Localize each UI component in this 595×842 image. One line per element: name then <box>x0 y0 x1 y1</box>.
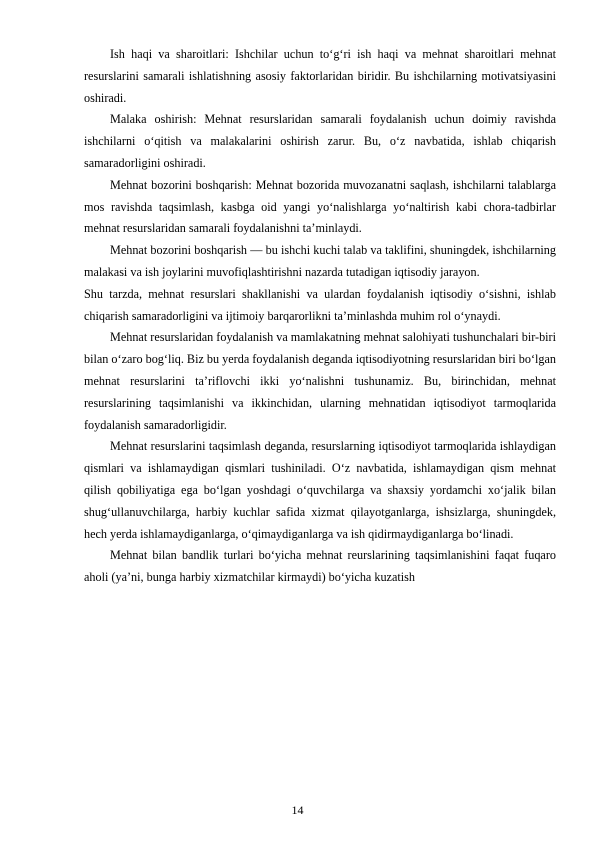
document-body <box>84 44 556 589</box>
paragraph-labor-market-management: Mehnat bozorini boshqarish: Mehnat bozorida muvozanatni saqlash, ishchilarni talablarga mos ravishda taqsimlash, kasbga oid yangi yo‘nalishlarga yo‘naltirish kabi chora-tadbirlar mehnat resurslaridan samarali foydalanishni ta’minlaydi. <box>84 177 556 236</box>
page-number: 14 <box>291 803 304 817</box>
paragraph-conclusion: Shu tarzda, mehnat resurslari shakllanishi va ulardan foydalanish iqtisodiy o‘sishni, ishlab chiqarish samaradorligini va ijtimoiy barqarorlikni ta’minlashda muhim rol o‘ynaydi. <box>84 286 556 323</box>
paragraph-employment-types: Mehnat bilan bandlik turlari bo‘yicha mehnat reurslarining taqsimlanishini faqat fuqaro aholi (ya’ni, bunga harbiy xizmatchilar kirmaydi) bo‘yicha kuzatish <box>84 548 556 585</box>
paragraph-labor-market-definition: Mehnat bozorini boshqarish — bu ishchi kuchi talab va taklifini, shuningdek, ishchilarning malakasi va ish joylarini muvofiqlashtirishni nazarda tutadigan iqtisodiy jarayon. <box>84 243 556 279</box>
paragraph-distribution: Mehnat resurslarini taqsimlash deganda, resurslarning iqtisodiyot tarmoqlarida ishlaydigan qismlari va ishlamaydigan qismlari tushiniladi. O‘z navbatida, ishlamaydigan qism mehnat qilish qobiliyatiga ega bo‘lgan yoshdagi o‘quvchilarga va shaxsiy yordamchi xo‘jalik bilan shug‘ullanuvchilarga, harbiy kuchlar safida xizmat qilayotganlarga, ishsizlarga, shuningdek, hech yerda ishlamaydiganlarga, o‘qimaydiganlarga va ish qidirmaydiganlarga bo‘linadi. <box>84 439 556 541</box>
paragraph-labor-potential: Mehnat resurslaridan foydalanish va mamlakatning mehnat salohiyati tushunchalari bir-biri bilan o‘zaro bog‘liq. Biz bu yerda foydalanish deganda iqtisodiyotning resurslaridan biri bo‘lgan mehnat resurslarini ta’riflovchi ikki yo‘nalishni tushunamiz. Bu, birinchidan, mehnat resurslarining taqsimlanishi va ikkinchidan, ularning mehnatidan iqtisodiyot tarmoqlarida foydalanish samaradorligidir. <box>84 330 556 432</box>
paragraph-wages: Ish haqi va sharoitlari: Ishchilar uchun to‘g‘ri ish haqi va mehnat sharoitlari mehnat resurslarini samarali ishlatishning asosiy faktorlaridan biridir. Bu ishchilarning motivatsiyasini oshiradi. <box>84 47 556 105</box>
paragraph-qualification: Malaka oshirish: Mehnat resurslaridan samarali foydalanish uchun doimiy ravishda ishchilarni o‘qitish va malakalarini oshirish zarur. Bu, o‘z navbatida, ishlab chiqarish samaradorligini oshiradi. <box>84 112 556 170</box>
